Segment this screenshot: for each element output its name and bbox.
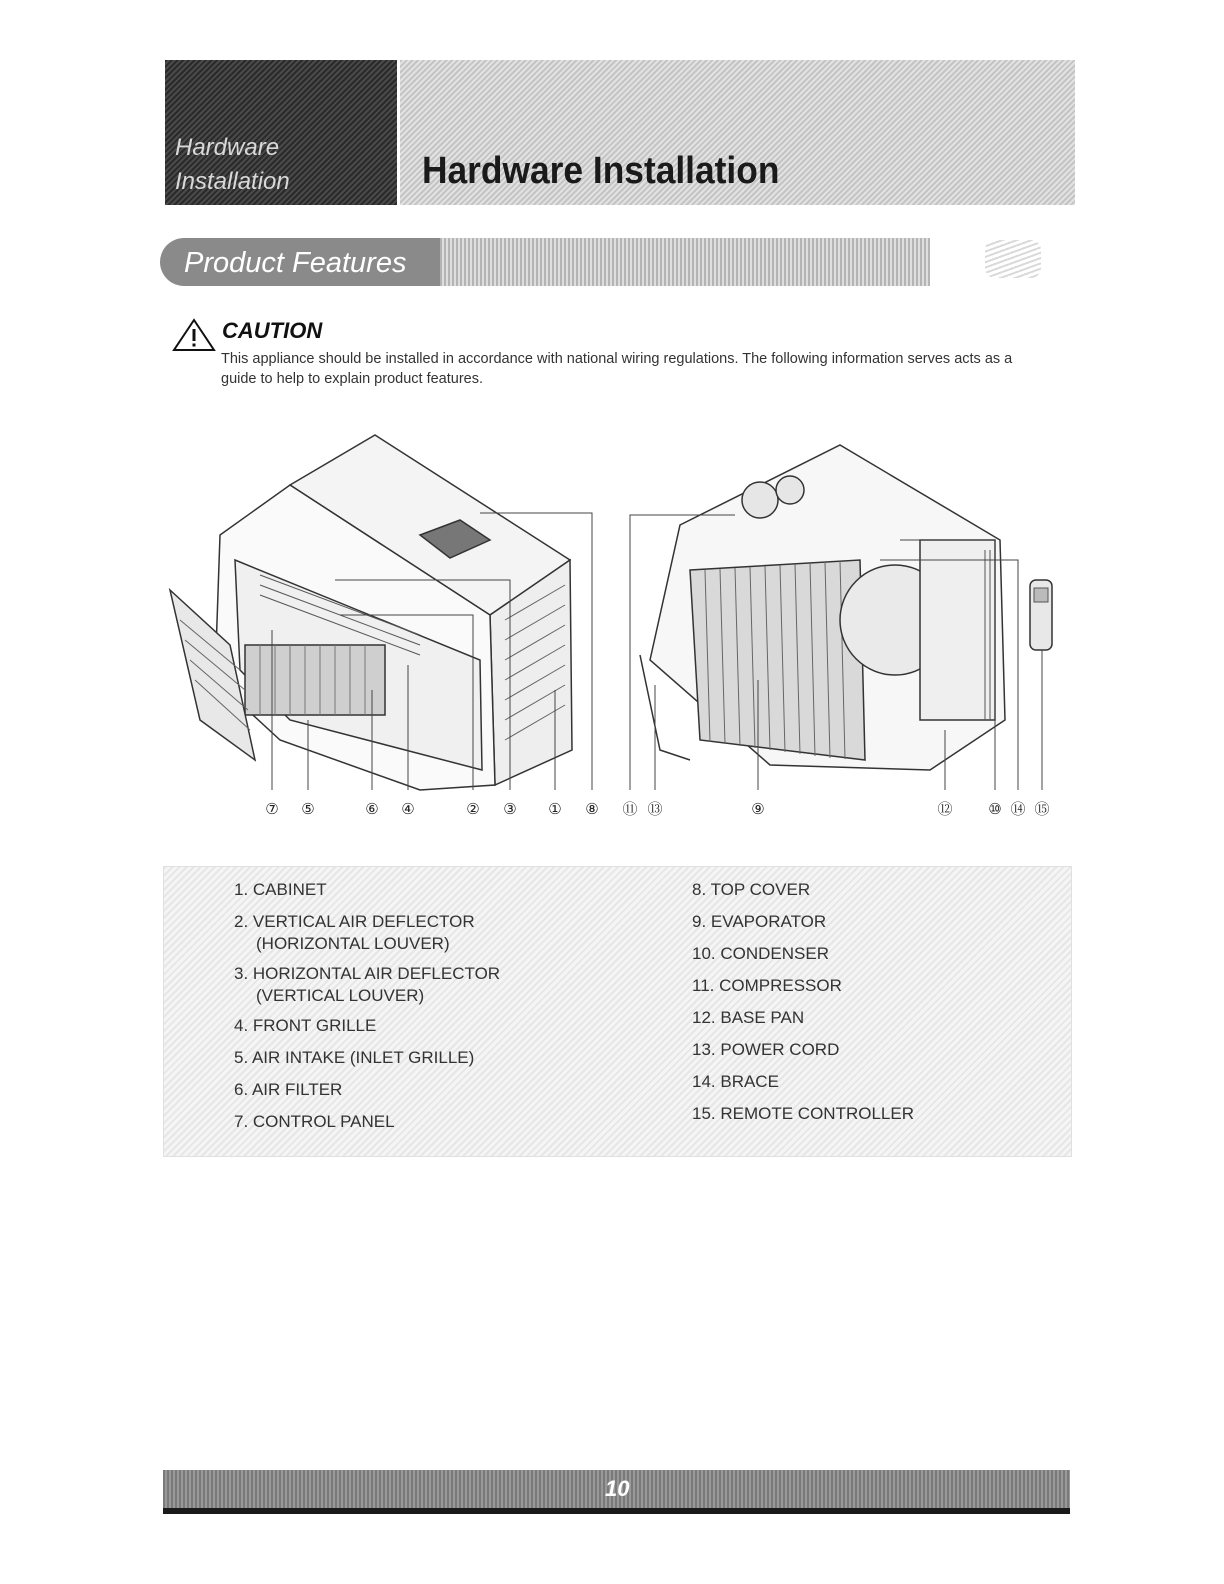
parts-list-right	[692, 879, 914, 1135]
callout-number: ⑮	[1034, 800, 1050, 818]
header-side-panel	[165, 60, 397, 205]
list-item: 4. FRONT GRILLE	[234, 1016, 377, 1035]
callout-number: ⑥	[365, 800, 379, 818]
list-item: 15. REMOTE CONTROLLER	[692, 1104, 914, 1123]
caution-text: This appliance should be installed in accordance with national wiring regulations. The following information serves acts as a guide to help to explain product features.	[221, 351, 1013, 387]
callout-number: ⑧	[585, 800, 599, 818]
list-item: 7. CONTROL PANEL	[234, 1112, 395, 1131]
list-item: 10. CONDENSER	[692, 944, 829, 963]
list-item: 12. BASE PAN	[692, 1008, 805, 1027]
list-item: 6. AIR FILTER	[234, 1080, 343, 1099]
list-item: 3. HORIZONTAL AIR DEFLECTOR (VERTICAL LOUVER)	[234, 964, 501, 1005]
callout-number: ⑭	[1010, 800, 1026, 818]
callout-number: ⑪	[622, 800, 638, 818]
header-side-line2: Installation	[175, 168, 290, 195]
parts-list	[163, 866, 1072, 1157]
list-item: 1. CABINET	[234, 880, 327, 899]
warning-triangle-icon	[172, 318, 216, 352]
product-illustration	[160, 420, 1060, 830]
callout-number: ①	[548, 800, 562, 818]
list-item: 11. COMPRESSOR	[692, 976, 842, 995]
list-item: 14. BRACE	[692, 1072, 779, 1091]
callout-number: ⑫	[937, 800, 953, 818]
list-item: 2. VERTICAL AIR DEFLECTOR (HORIZONTAL LOUVER)	[234, 912, 475, 953]
decorative-swirl-icon	[985, 240, 1041, 278]
page-footer	[163, 1470, 1070, 1514]
callout-number: ②	[466, 800, 480, 818]
list-item: 9. EVAPORATOR	[692, 912, 827, 931]
header-banner	[400, 60, 1075, 205]
page-number: 10	[605, 1476, 630, 1501]
callout-number: ④	[401, 800, 415, 818]
section-bar	[440, 238, 930, 286]
caution-title: CAUTION	[222, 318, 323, 343]
section-title: Product Features	[184, 247, 407, 279]
list-item: 13. POWER CORD	[692, 1040, 840, 1059]
callout-number: ⑬	[647, 800, 663, 818]
air-conditioner-front-view	[170, 435, 572, 790]
header-side-line1: Hardware	[175, 134, 280, 161]
section-heading	[160, 238, 440, 286]
list-item: 5. AIR INTAKE (INLET GRILLE)	[234, 1048, 475, 1067]
callout-number: ⑨	[751, 800, 765, 818]
callout-number: ⑩	[988, 800, 1002, 818]
callout-number: ⑤	[301, 800, 315, 818]
air-conditioner-internal-view	[640, 445, 1052, 770]
list-item: 8. TOP COVER	[692, 880, 811, 899]
callout-number: ⑦	[265, 800, 279, 818]
callout-number: ③	[503, 800, 517, 818]
parts-list-left	[234, 879, 500, 1143]
page-title: Hardware Installation	[422, 150, 780, 192]
